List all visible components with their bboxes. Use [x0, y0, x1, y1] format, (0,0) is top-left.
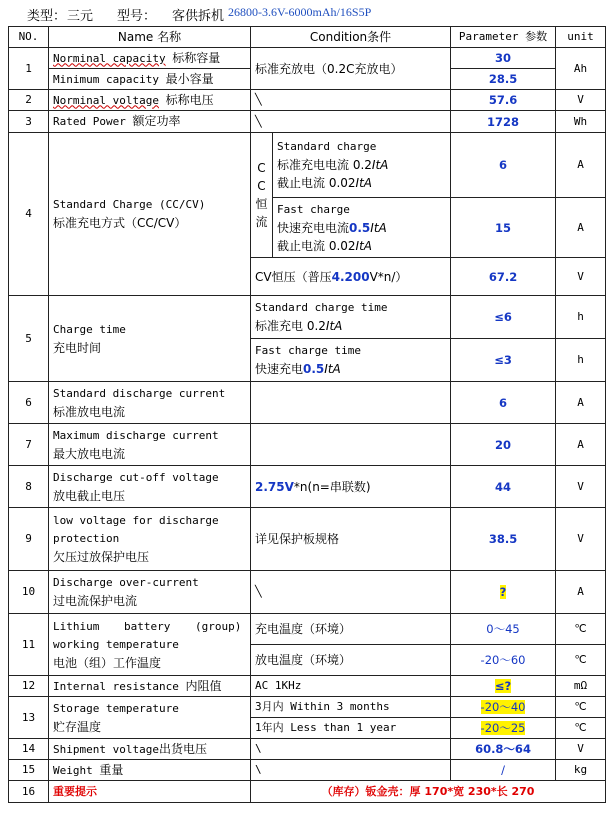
row-value: 60.8～64: [451, 739, 556, 760]
row-value: 67.2: [451, 258, 556, 296]
std-charge-condition: [273, 133, 451, 198]
name-cn: 电池（组）工作温度: [53, 655, 162, 670]
row-name: [49, 296, 251, 382]
table-row: [9, 697, 606, 718]
row-number: 3: [9, 111, 49, 133]
name-en: Minimum capacity: [53, 72, 159, 86]
row-name: [49, 382, 251, 424]
name-en: Norminal capacity: [53, 51, 166, 65]
row-condition: 充电温度（环境）: [251, 614, 451, 645]
cond-en: Standard charge: [277, 140, 377, 153]
document-header: [0, 0, 615, 26]
name-en: working temperature: [53, 637, 179, 651]
row-name: [49, 739, 251, 760]
cond-value: 0.5: [303, 362, 325, 376]
col-unit-header: unit: [556, 27, 606, 48]
row-unit: Wh: [556, 111, 606, 133]
table-row: [9, 571, 606, 614]
name-en: low voltage for discharge: [53, 514, 219, 527]
name-en: Discharge over-current: [53, 576, 199, 589]
row-condition: [251, 339, 451, 382]
cond-unit: ItA: [370, 220, 387, 235]
row-number: 7: [9, 424, 49, 466]
row-name: [49, 133, 251, 296]
row-value: [451, 697, 556, 718]
table-row: [9, 781, 606, 803]
cond-cn: 标准充电电流 0.2: [277, 158, 372, 172]
row-name: [49, 424, 251, 466]
row-name: [49, 466, 251, 508]
row-number: 2: [9, 90, 49, 111]
row-condition: \: [251, 739, 451, 760]
row-condition: 1年内 Less than 1 year: [251, 718, 451, 739]
table-row: [9, 382, 606, 424]
row-value: 44: [451, 466, 556, 508]
row-name: [49, 760, 251, 781]
cond-cn: V*n/）: [369, 269, 408, 284]
name-en: Standard Charge (CC/CV): [53, 198, 206, 211]
cc-char: 恒: [255, 197, 268, 211]
name-en: Shipment voltage: [53, 742, 159, 756]
row-value: 28.5: [451, 69, 556, 90]
row-unit: A: [556, 198, 606, 258]
row-number: 15: [9, 760, 49, 781]
row-unit: ℃: [556, 718, 606, 739]
row-value: [451, 718, 556, 739]
cc-char: C: [257, 179, 266, 193]
name-cn: 标准放电电流: [53, 404, 126, 419]
row-value: 6: [451, 133, 556, 198]
row-condition: 标准充放电（0.2C充放电）: [251, 48, 451, 90]
cond-cn: 快速充电电流: [277, 220, 350, 235]
name-cn: 贮存温度: [53, 719, 102, 734]
name-cn: 最大放电电流: [53, 446, 126, 461]
row-condition: ╲: [251, 111, 451, 133]
cond-cn: 快速充电: [255, 362, 304, 376]
row-unit: A: [556, 382, 606, 424]
col-no-header: NO.: [9, 27, 49, 48]
row-value: 20: [451, 424, 556, 466]
row-unit: ℃: [556, 645, 606, 676]
table-row: [9, 111, 606, 133]
cond-cn: *n(n=串联数): [293, 479, 371, 494]
row-condition: AC 1KHz: [251, 676, 451, 697]
row-condition: 3月内 Within 3 months: [251, 697, 451, 718]
table-row: [9, 48, 606, 69]
row-value: 38.5: [451, 508, 556, 571]
row-value: 0～45: [451, 614, 556, 645]
name-cn: 充电时间: [53, 340, 102, 355]
row-number: 12: [9, 676, 49, 697]
row-value: [451, 571, 556, 614]
type-value: 三元: [67, 9, 94, 24]
model-value: 客供拆机: [172, 9, 225, 24]
name-cn: 标准充电方式（CC/CV）: [53, 216, 187, 230]
row-number: 16: [9, 781, 49, 803]
row-condition: 放电温度（环境）: [251, 645, 451, 676]
row-condition: ╲: [251, 571, 451, 614]
row-unit: h: [556, 296, 606, 339]
cond-en: Standard charge time: [255, 301, 388, 314]
name-en: Internal resistance: [53, 679, 179, 693]
cond-en: Fast charge: [277, 202, 350, 216]
row-number: 10: [9, 571, 49, 614]
table-row: [9, 739, 606, 760]
row-unit: A: [556, 424, 606, 466]
row-unit: mΩ: [556, 676, 606, 697]
spec-table: [8, 26, 606, 803]
cond-value: 0.5: [349, 220, 371, 235]
name-en: Storage temperature: [53, 701, 179, 715]
name-cn: 最小容量: [165, 71, 214, 86]
row-unit: kg: [556, 760, 606, 781]
row-number: 9: [9, 508, 49, 571]
row-value: 15: [451, 198, 556, 258]
row-name: [49, 614, 251, 676]
cond-en: Fast charge time: [255, 344, 361, 357]
table-row: [9, 296, 606, 339]
name-cn: 放电截止电压: [53, 488, 126, 503]
name-en: Standard discharge current: [53, 386, 226, 400]
cond-value: 4.200: [331, 269, 370, 284]
row-value: ≤6: [451, 296, 556, 339]
table-row: [9, 508, 606, 571]
cond-unit: ItA: [325, 319, 343, 333]
row-name: [49, 697, 251, 739]
row-value: 6: [451, 382, 556, 424]
row-unit: Ah: [556, 48, 606, 90]
name-cn: 内阻值: [185, 678, 222, 693]
highlighted-value: ?: [499, 585, 507, 599]
table-row: [9, 676, 606, 697]
cond-value: 2.75V: [255, 479, 294, 494]
row-condition: [251, 466, 451, 508]
row-number: 14: [9, 739, 49, 760]
table-row: [9, 614, 606, 645]
row-number: 6: [9, 382, 49, 424]
row-condition: [251, 382, 451, 424]
row-number: 4: [9, 133, 49, 296]
col-name-header: Name 名称: [49, 27, 251, 48]
name-en: Lithium battery (group): [53, 619, 242, 633]
row-condition: [251, 424, 451, 466]
name-en: Rated Power: [53, 115, 126, 128]
name-cn: 出货电压: [158, 741, 207, 756]
row-condition: \: [251, 760, 451, 781]
table-header-row: [9, 27, 606, 48]
name-cn: 标称容量: [172, 50, 221, 65]
row-value: 1728: [451, 111, 556, 133]
cond-cn: 截止电流 0.02: [277, 238, 356, 253]
name-cn: 标称电压: [165, 92, 214, 107]
row-number: 5: [9, 296, 49, 382]
table-row: [9, 760, 606, 781]
row-number: 1: [9, 48, 49, 90]
row-unit: V: [556, 508, 606, 571]
name-cn: 额定功率: [132, 114, 181, 128]
cc-label: [251, 133, 273, 258]
row-unit: V: [556, 258, 606, 296]
cond-cn: CV恒压（普压: [255, 269, 332, 284]
name-en: protection: [53, 532, 120, 545]
row-condition: [251, 296, 451, 339]
highlighted-value: -20～40: [480, 700, 526, 714]
row-name: [49, 69, 251, 90]
cond-unit: ItA: [355, 176, 372, 190]
row-value: [451, 676, 556, 697]
fast-charge-condition: [273, 198, 451, 258]
name-cn: 过电流保护电流: [53, 594, 138, 608]
row-unit: V: [556, 739, 606, 760]
table-row: [9, 424, 606, 466]
row-value: -20～60: [451, 645, 556, 676]
row-unit: A: [556, 133, 606, 198]
important-note-label: 重要提示: [49, 781, 251, 803]
name-en: Maximum discharge current: [53, 428, 219, 442]
table-row: [9, 466, 606, 508]
important-note-text: （库存）钣金壳：厚 170*宽 230*长 270: [251, 781, 606, 803]
name-en: Discharge cut-off voltage: [53, 470, 219, 484]
col-condition-header: Condition条件: [251, 27, 451, 48]
row-number: 8: [9, 466, 49, 508]
name-cn: 重量: [99, 762, 124, 777]
row-unit: V: [556, 90, 606, 111]
cond-unit: ItA: [355, 238, 372, 253]
model-label: 型号：: [117, 9, 157, 24]
name-en: Norminal voltage: [53, 93, 159, 107]
cc-char: C: [257, 161, 266, 175]
row-name: [49, 508, 251, 571]
row-number: 13: [9, 697, 49, 739]
model-code: 26800-3.6V-6000mAh/16S5P: [228, 5, 372, 19]
table-row: [9, 90, 606, 111]
row-condition: 详见保护板规格: [251, 508, 451, 571]
row-name: [49, 571, 251, 614]
row-unit: A: [556, 571, 606, 614]
highlighted-value: -20～25: [480, 721, 526, 735]
row-number: 11: [9, 614, 49, 676]
row-unit: V: [556, 466, 606, 508]
cond-cn: 标准充电 0.2: [255, 319, 326, 333]
row-unit: ℃: [556, 697, 606, 718]
name-cn: 欠压过放保护电压: [53, 550, 150, 564]
cc-char: 流: [255, 215, 268, 229]
highlighted-value: ≤?: [494, 679, 512, 693]
row-value: ≤3: [451, 339, 556, 382]
table-row: [9, 133, 606, 198]
row-value: 57.6: [451, 90, 556, 111]
row-value: 30: [451, 48, 556, 69]
cond-cn: 截止电流 0.02: [277, 176, 356, 190]
row-value: /: [451, 760, 556, 781]
row-name: [49, 111, 251, 133]
col-parameter-header: Parameter 参数: [451, 27, 556, 48]
row-condition: ╲: [251, 90, 451, 111]
row-unit: h: [556, 339, 606, 382]
cond-unit: ItA: [324, 362, 341, 376]
type-label: 类型：: [27, 9, 67, 24]
name-en: Weight: [53, 763, 93, 777]
cond-unit: ItA: [371, 158, 389, 172]
row-name: [49, 676, 251, 697]
name-en: Charge time: [53, 322, 126, 336]
row-name: [49, 90, 251, 111]
row-unit: ℃: [556, 614, 606, 645]
row-name: [49, 48, 251, 69]
cv-condition: [251, 258, 451, 296]
